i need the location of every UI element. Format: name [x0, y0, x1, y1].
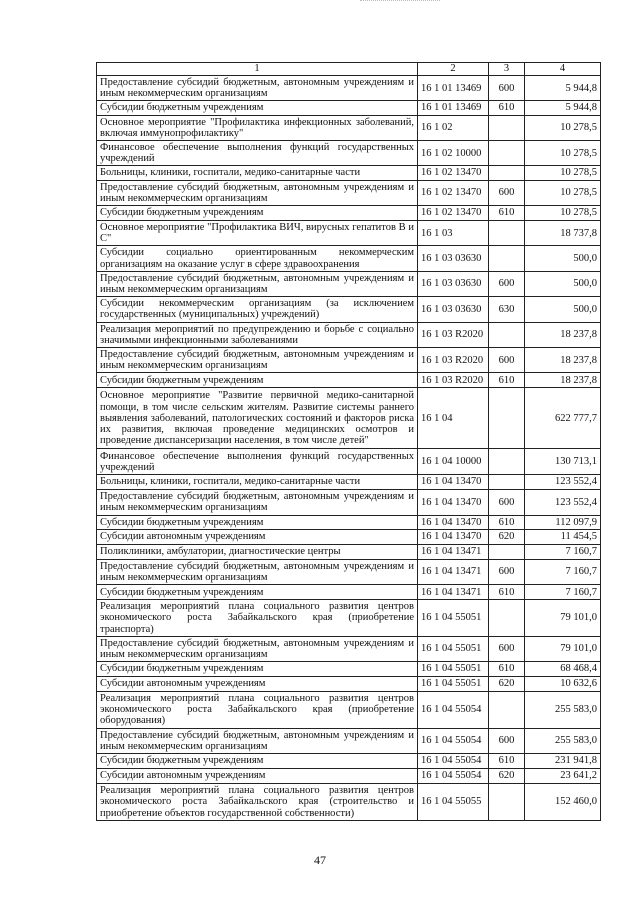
row-expense-type: 600: [489, 76, 525, 101]
table-row: [97, 449, 601, 475]
row-expense-type: [489, 246, 525, 271]
row-name: Основное мероприятие "Развитие первичной медико-санитарной помощи, в том числе сельским жителям. Развитие системы раннего выявления заболеваний, патологических состояний и факторов риска их развития, включая проведение медицинских осмотров и проведение диспансеризации населения, в том числе детей": [97, 388, 418, 449]
row-amount: 11 454,5: [525, 529, 601, 544]
table-row: [97, 529, 601, 544]
row-name: Предоставление субсидий бюджетным, автономным учреждениям и иным некоммерческим организациям: [97, 271, 418, 296]
row-amount: 10 278,5: [525, 115, 601, 140]
table-row: [97, 221, 601, 246]
table-row: [97, 141, 601, 166]
table-row: [97, 489, 601, 515]
row-expense-type: [489, 322, 525, 347]
row-code: 16 1 04 13470: [418, 489, 489, 515]
row-code: 16 1 04: [418, 388, 489, 449]
row-expense-type: 610: [489, 101, 525, 115]
table-body: [97, 76, 601, 821]
table-row: [97, 768, 601, 783]
row-name: Больницы, клиники, госпитали, медико-санитарные части: [97, 166, 418, 180]
row-name: Субсидии бюджетным учреждениям: [97, 585, 418, 600]
table-row: [97, 475, 601, 489]
table-row: [97, 297, 601, 322]
row-code: 16 1 04 55055: [418, 783, 489, 820]
table-row: [97, 691, 601, 728]
row-amount: 10 278,5: [525, 206, 601, 221]
row-name: Предоставление субсидий бюджетным, автономным учреждениям и иным некоммерческим организациям: [97, 348, 418, 373]
table-row: [97, 636, 601, 661]
row-code: 16 1 04 55051: [418, 676, 489, 691]
row-expense-type: 600: [489, 489, 525, 515]
budget-table: [96, 62, 601, 821]
row-code: 16 1 04 55051: [418, 662, 489, 676]
scan-artifact: [360, 0, 440, 3]
row-expense-type: [489, 475, 525, 489]
row-name: Реализация мероприятий плана социального развития центров экономического роста Забайкальского края (строительство и приобретение объектов государственной собственности): [97, 783, 418, 820]
row-name: Субсидии автономным учреждениям: [97, 676, 418, 691]
table-row: [97, 206, 601, 221]
row-name: Предоставление субсидий бюджетным, автономным учреждениям и иным некоммерческим организациям: [97, 489, 418, 515]
row-name: Субсидии бюджетным учреждениям: [97, 206, 418, 221]
row-code: 16 1 03 03630: [418, 271, 489, 296]
table-row: [97, 559, 601, 584]
row-name: Субсидии автономным учреждениям: [97, 768, 418, 783]
row-expense-type: [489, 166, 525, 180]
table-row: [97, 373, 601, 388]
row-expense-type: 610: [489, 206, 525, 221]
table-row: [97, 783, 601, 820]
row-expense-type: 610: [489, 373, 525, 388]
row-expense-type: [489, 221, 525, 246]
row-name: Больницы, клиники, госпитали, медико-санитарные части: [97, 475, 418, 489]
row-amount: 130 713,1: [525, 449, 601, 475]
row-expense-type: [489, 691, 525, 728]
row-expense-type: [489, 115, 525, 140]
row-expense-type: 600: [489, 559, 525, 584]
row-code: 16 1 01 13469: [418, 76, 489, 101]
row-amount: 500,0: [525, 246, 601, 271]
row-expense-type: 600: [489, 636, 525, 661]
row-amount: 255 583,0: [525, 691, 601, 728]
row-amount: 79 101,0: [525, 636, 601, 661]
row-code: 16 1 03: [418, 221, 489, 246]
row-amount: 7 160,7: [525, 559, 601, 584]
row-amount: 255 583,0: [525, 728, 601, 753]
row-expense-type: [489, 449, 525, 475]
row-code: 16 1 03 R2020: [418, 348, 489, 373]
row-name: Субсидии социально ориентированным некоммерческим организациям на оказание услуг в сфере здравоохранения: [97, 246, 418, 271]
row-amount: 18 737,8: [525, 221, 601, 246]
table-row: [97, 348, 601, 373]
row-code: 16 1 04 55054: [418, 728, 489, 753]
row-expense-type: [489, 544, 525, 559]
table-row: [97, 271, 601, 296]
row-code: 16 1 04 13471: [418, 559, 489, 584]
row-code: 16 1 04 10000: [418, 449, 489, 475]
row-expense-type: 600: [489, 271, 525, 296]
row-code: 16 1 03 R2020: [418, 322, 489, 347]
row-amount: 123 552,4: [525, 475, 601, 489]
row-expense-type: 600: [489, 180, 525, 205]
row-name: Предоставление субсидий бюджетным, автономным учреждениям и иным некоммерческим организациям: [97, 76, 418, 101]
row-expense-type: 610: [489, 515, 525, 529]
row-name: Финансовое обеспечение выполнения функций государственных учреждений: [97, 141, 418, 166]
row-amount: 112 097,9: [525, 515, 601, 529]
row-expense-type: [489, 141, 525, 166]
row-name: Поликлиники, амбулатории, диагностические центры: [97, 544, 418, 559]
table-row: [97, 676, 601, 691]
table-row: [97, 166, 601, 180]
table-row: [97, 662, 601, 676]
header-col-1: 1: [97, 63, 418, 76]
row-name: Предоставление субсидий бюджетным, автономным учреждениям и иным некоммерческим организациям: [97, 559, 418, 584]
row-name: Субсидии бюджетным учреждениям: [97, 515, 418, 529]
row-code: 16 1 03 03630: [418, 246, 489, 271]
row-expense-type: 620: [489, 676, 525, 691]
row-name: Субсидии бюджетным учреждениям: [97, 101, 418, 115]
row-amount: 18 237,8: [525, 322, 601, 347]
table-row: [97, 101, 601, 115]
row-expense-type: 600: [489, 728, 525, 753]
row-name: Предоставление субсидий бюджетным, автономным учреждениям и иным некоммерческим организациям: [97, 180, 418, 205]
row-expense-type: 620: [489, 768, 525, 783]
row-expense-type: 620: [489, 529, 525, 544]
row-name: Субсидии некоммерческим организациям (за исключением государственных (муниципальных) учреждений): [97, 297, 418, 322]
row-amount: 68 468,4: [525, 662, 601, 676]
row-code: 16 1 04 55051: [418, 636, 489, 661]
row-amount: 152 460,0: [525, 783, 601, 820]
row-name: Реализация мероприятий плана социального развития центров экономического роста Забайкальского края (приобретение оборудования): [97, 691, 418, 728]
row-amount: 622 777,7: [525, 388, 601, 449]
table-row: [97, 180, 601, 205]
row-expense-type: 610: [489, 753, 525, 768]
row-code: 16 1 02 10000: [418, 141, 489, 166]
row-amount: 10 632,6: [525, 676, 601, 691]
row-name: Субсидии автономным учреждениям: [97, 529, 418, 544]
row-name: Основное мероприятие "Профилактика ВИЧ, вирусных гепатитов В и С": [97, 221, 418, 246]
table-row: [97, 115, 601, 140]
row-amount: 18 237,8: [525, 373, 601, 388]
row-code: 16 1 02: [418, 115, 489, 140]
row-name: Предоставление субсидий бюджетным, автономным учреждениям и иным некоммерческим организациям: [97, 636, 418, 661]
table-row: [97, 600, 601, 637]
row-amount: 10 278,5: [525, 180, 601, 205]
row-name: Реализация мероприятий по предупреждению и борьбе с социально значимыми инфекционными заболеваниями: [97, 322, 418, 347]
row-expense-type: [489, 783, 525, 820]
row-amount: 500,0: [525, 297, 601, 322]
table-row: [97, 76, 601, 101]
row-amount: 10 278,5: [525, 141, 601, 166]
row-name: Субсидии бюджетным учреждениям: [97, 662, 418, 676]
row-code: 16 1 04 55054: [418, 691, 489, 728]
row-name: Основное мероприятие "Профилактика инфекционных заболеваний, включая иммунопрофилактику": [97, 115, 418, 140]
header-row: [97, 63, 601, 76]
row-expense-type: [489, 600, 525, 637]
table-row: [97, 728, 601, 753]
table-row: [97, 515, 601, 529]
row-amount: 500,0: [525, 271, 601, 296]
row-amount: 23 641,2: [525, 768, 601, 783]
row-code: 16 1 04 13470: [418, 515, 489, 529]
row-code: 16 1 02 13470: [418, 166, 489, 180]
row-amount: 7 160,7: [525, 585, 601, 600]
table-row: [97, 322, 601, 347]
row-expense-type: 610: [489, 585, 525, 600]
table-row: [97, 753, 601, 768]
row-name: Субсидии бюджетным учреждениям: [97, 373, 418, 388]
row-expense-type: 600: [489, 348, 525, 373]
row-amount: 5 944,8: [525, 76, 601, 101]
row-amount: 7 160,7: [525, 544, 601, 559]
table-row: [97, 246, 601, 271]
table-row: [97, 388, 601, 449]
row-name: Реализация мероприятий плана социального развития центров экономического роста Забайкальского края (приобретение транспорта): [97, 600, 418, 637]
row-code: 16 1 04 13471: [418, 585, 489, 600]
row-code: 16 1 04 13470: [418, 475, 489, 489]
row-amount: 123 552,4: [525, 489, 601, 515]
row-code: 16 1 02 13470: [418, 206, 489, 221]
row-code: 16 1 03 03630: [418, 297, 489, 322]
row-code: 16 1 04 13470: [418, 529, 489, 544]
row-amount: 231 941,8: [525, 753, 601, 768]
row-code: 16 1 01 13469: [418, 101, 489, 115]
row-code: 16 1 02 13470: [418, 180, 489, 205]
row-code: 16 1 04 55054: [418, 753, 489, 768]
row-amount: 79 101,0: [525, 600, 601, 637]
row-expense-type: 610: [489, 662, 525, 676]
header-col-3: 3: [489, 63, 525, 76]
table-row: [97, 585, 601, 600]
row-code: 16 1 04 55054: [418, 768, 489, 783]
header-col-4: 4: [525, 63, 601, 76]
row-expense-type: 630: [489, 297, 525, 322]
row-code: 16 1 03 R2020: [418, 373, 489, 388]
header-col-2: 2: [418, 63, 489, 76]
row-code: 16 1 04 55051: [418, 600, 489, 637]
table-row: [97, 544, 601, 559]
row-name: Предоставление субсидий бюджетным, автономным учреждениям и иным некоммерческим организациям: [97, 728, 418, 753]
row-amount: 5 944,8: [525, 101, 601, 115]
page-number: 47: [314, 853, 326, 867]
row-name: Финансовое обеспечение выполнения функций государственных учреждений: [97, 449, 418, 475]
row-amount: 18 237,8: [525, 348, 601, 373]
row-expense-type: [489, 388, 525, 449]
row-amount: 10 278,5: [525, 166, 601, 180]
row-name: Субсидии бюджетным учреждениям: [97, 753, 418, 768]
row-code: 16 1 04 13471: [418, 544, 489, 559]
